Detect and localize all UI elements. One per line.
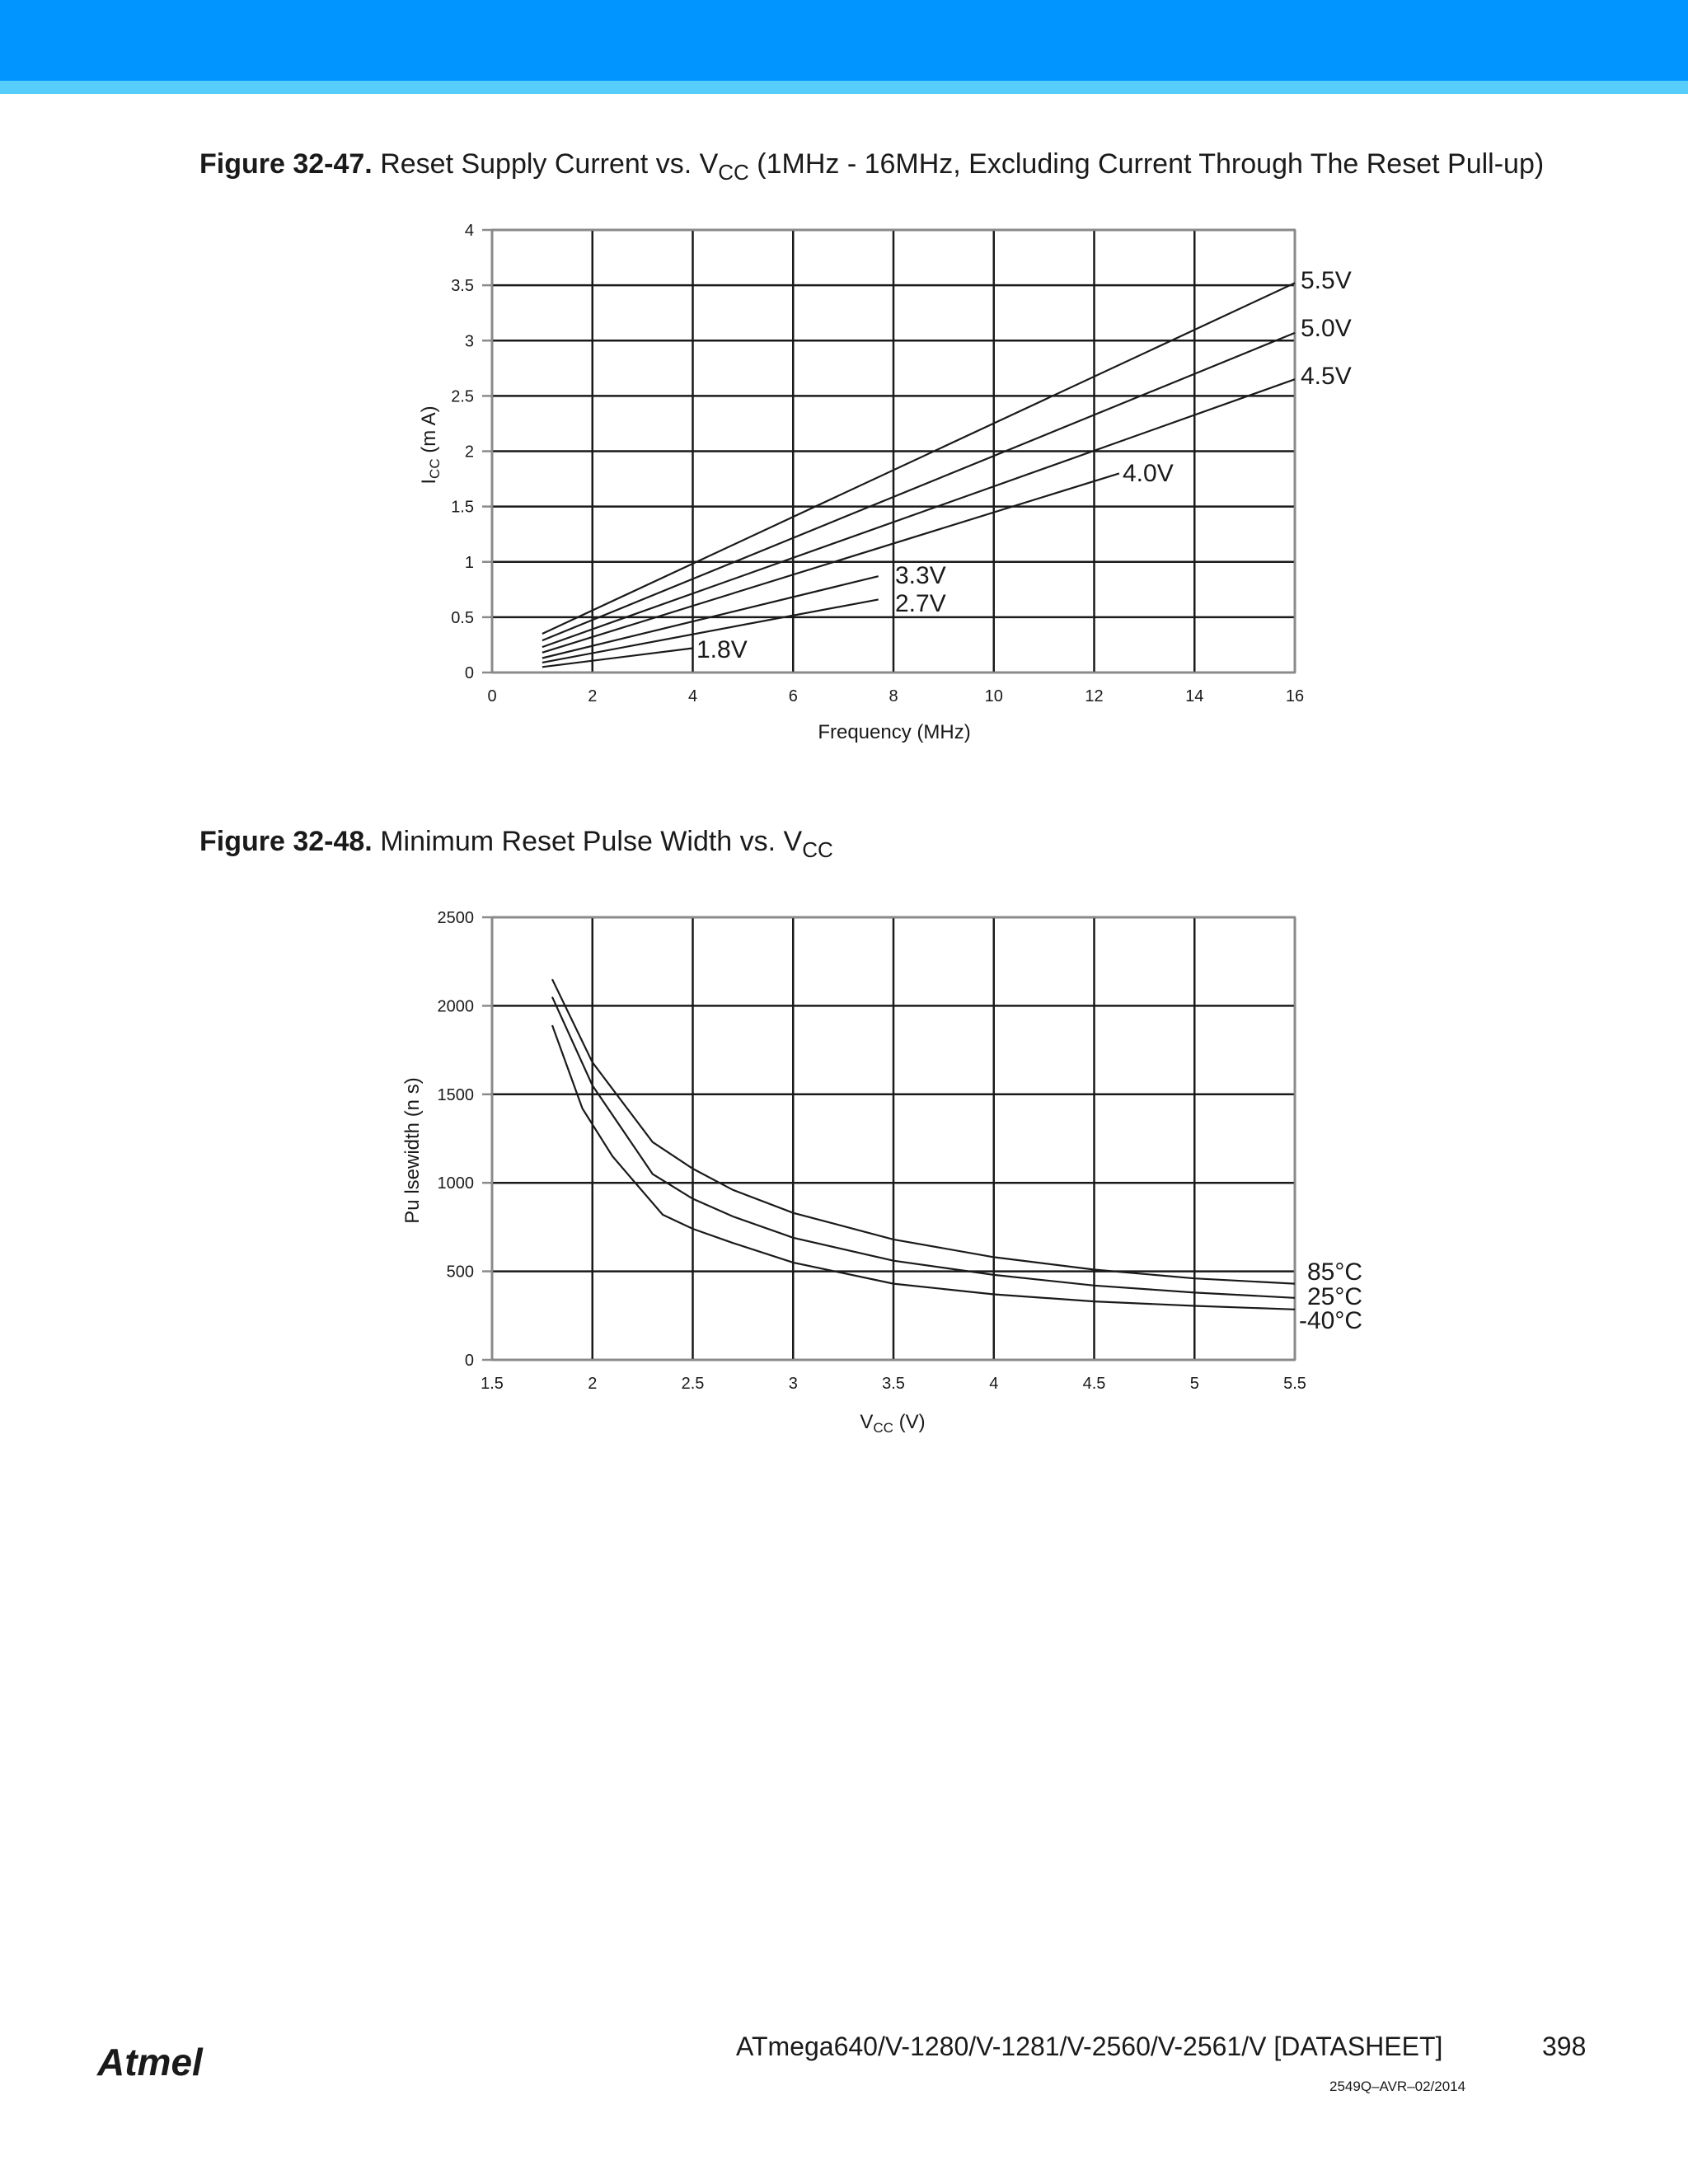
series-label: 4.0V [1123,460,1174,487]
series-label: 25°C [1307,1283,1363,1310]
document-title: ATmega640/V-1280/V-1281/V-2560/V-2561/V [DATASHEET] [736,2032,1443,2061]
y-tick-label: 2.5 [451,387,474,406]
series-label: 1.8V [696,636,748,663]
x-tick-label: 4 [989,1375,999,1393]
y-tick-label: 0.5 [451,608,474,627]
x-tick-label: 14 [1185,687,1204,705]
x-tick-label: 2.5 [681,1375,705,1393]
y-tick-label: 3.5 [451,277,474,296]
x-tick-label: 2 [588,687,598,705]
x-axis-label: Frequency (MHz) [818,721,971,743]
x-tick-label: 8 [889,687,898,705]
series-line [552,979,1295,1283]
series-label: 2.7V [895,590,946,617]
x-tick-label: 4.5 [1082,1375,1106,1393]
x-tick-label: 6 [788,687,798,705]
y-tick-label: 500 [446,1263,474,1282]
series-label: 5.5V [1301,267,1352,294]
figure-number: Figure 32-47. [199,148,373,180]
y-tick-label: 1.5 [451,498,474,517]
series-label: 85°C [1307,1258,1363,1286]
series-label: 5.0V [1301,315,1352,342]
x-tick-label: 4 [687,687,698,705]
series-label: 4.5V [1301,363,1352,390]
series-label: 3.3V [895,562,946,589]
y-tick-label: 2500 [437,909,474,927]
y-axis-label: Pu lsewidth (n s) [401,1077,424,1224]
caption-text: Minimum Reset Pulse Width vs. V [380,826,803,857]
y-tick-label: 2000 [437,997,474,1016]
atmel-logo [96,2039,244,2093]
x-tick-label: 3 [788,1375,798,1393]
y-tick-label: 0 [464,1352,474,1370]
series-label: -40°C [1299,1307,1363,1334]
y-tick-label: 2 [464,443,474,462]
y-tick-label: 0 [464,664,474,682]
x-tick-label: 10 [984,687,1003,705]
x-tick-label: 5 [1189,1375,1199,1393]
caption-text: (1MHz - 16MHz, Excluding Current Through The Reset Pull-up) [748,148,1545,180]
caption-subscript: CC [802,837,833,862]
y-tick-label: 4 [464,222,474,240]
x-tick-label: 0 [487,687,497,705]
logo-text: Atmel [97,2041,203,2083]
series-line [552,1025,1295,1310]
x-tick-label: 16 [1285,687,1305,705]
y-tick-label: 1000 [437,1174,474,1193]
page-number: 398 [1542,2032,1587,2061]
series-line [552,997,1295,1298]
caption-subscript: CC [718,160,749,185]
figure-number: Figure 32-48. [199,826,373,857]
y-tick-label: 3 [464,332,474,351]
x-tick-label: 2 [588,1375,598,1393]
document-number: 2549Q–AVR–02/2014 [1329,2079,1466,2094]
x-tick-label: 5.5 [1283,1375,1306,1393]
x-tick-label: 3.5 [882,1375,905,1393]
y-axis-label: $I_{CC}$ (m A) [418,405,443,485]
x-tick-label: 12 [1085,687,1104,705]
caption-text: Reset Supply Current vs. V [380,148,719,180]
y-tick-label: 1 [464,553,474,572]
x-tick-label: 1.5 [481,1375,504,1393]
y-tick-label: 1500 [437,1085,474,1104]
x-axis-label: $V_{CC}$ (V) [860,1411,926,1436]
